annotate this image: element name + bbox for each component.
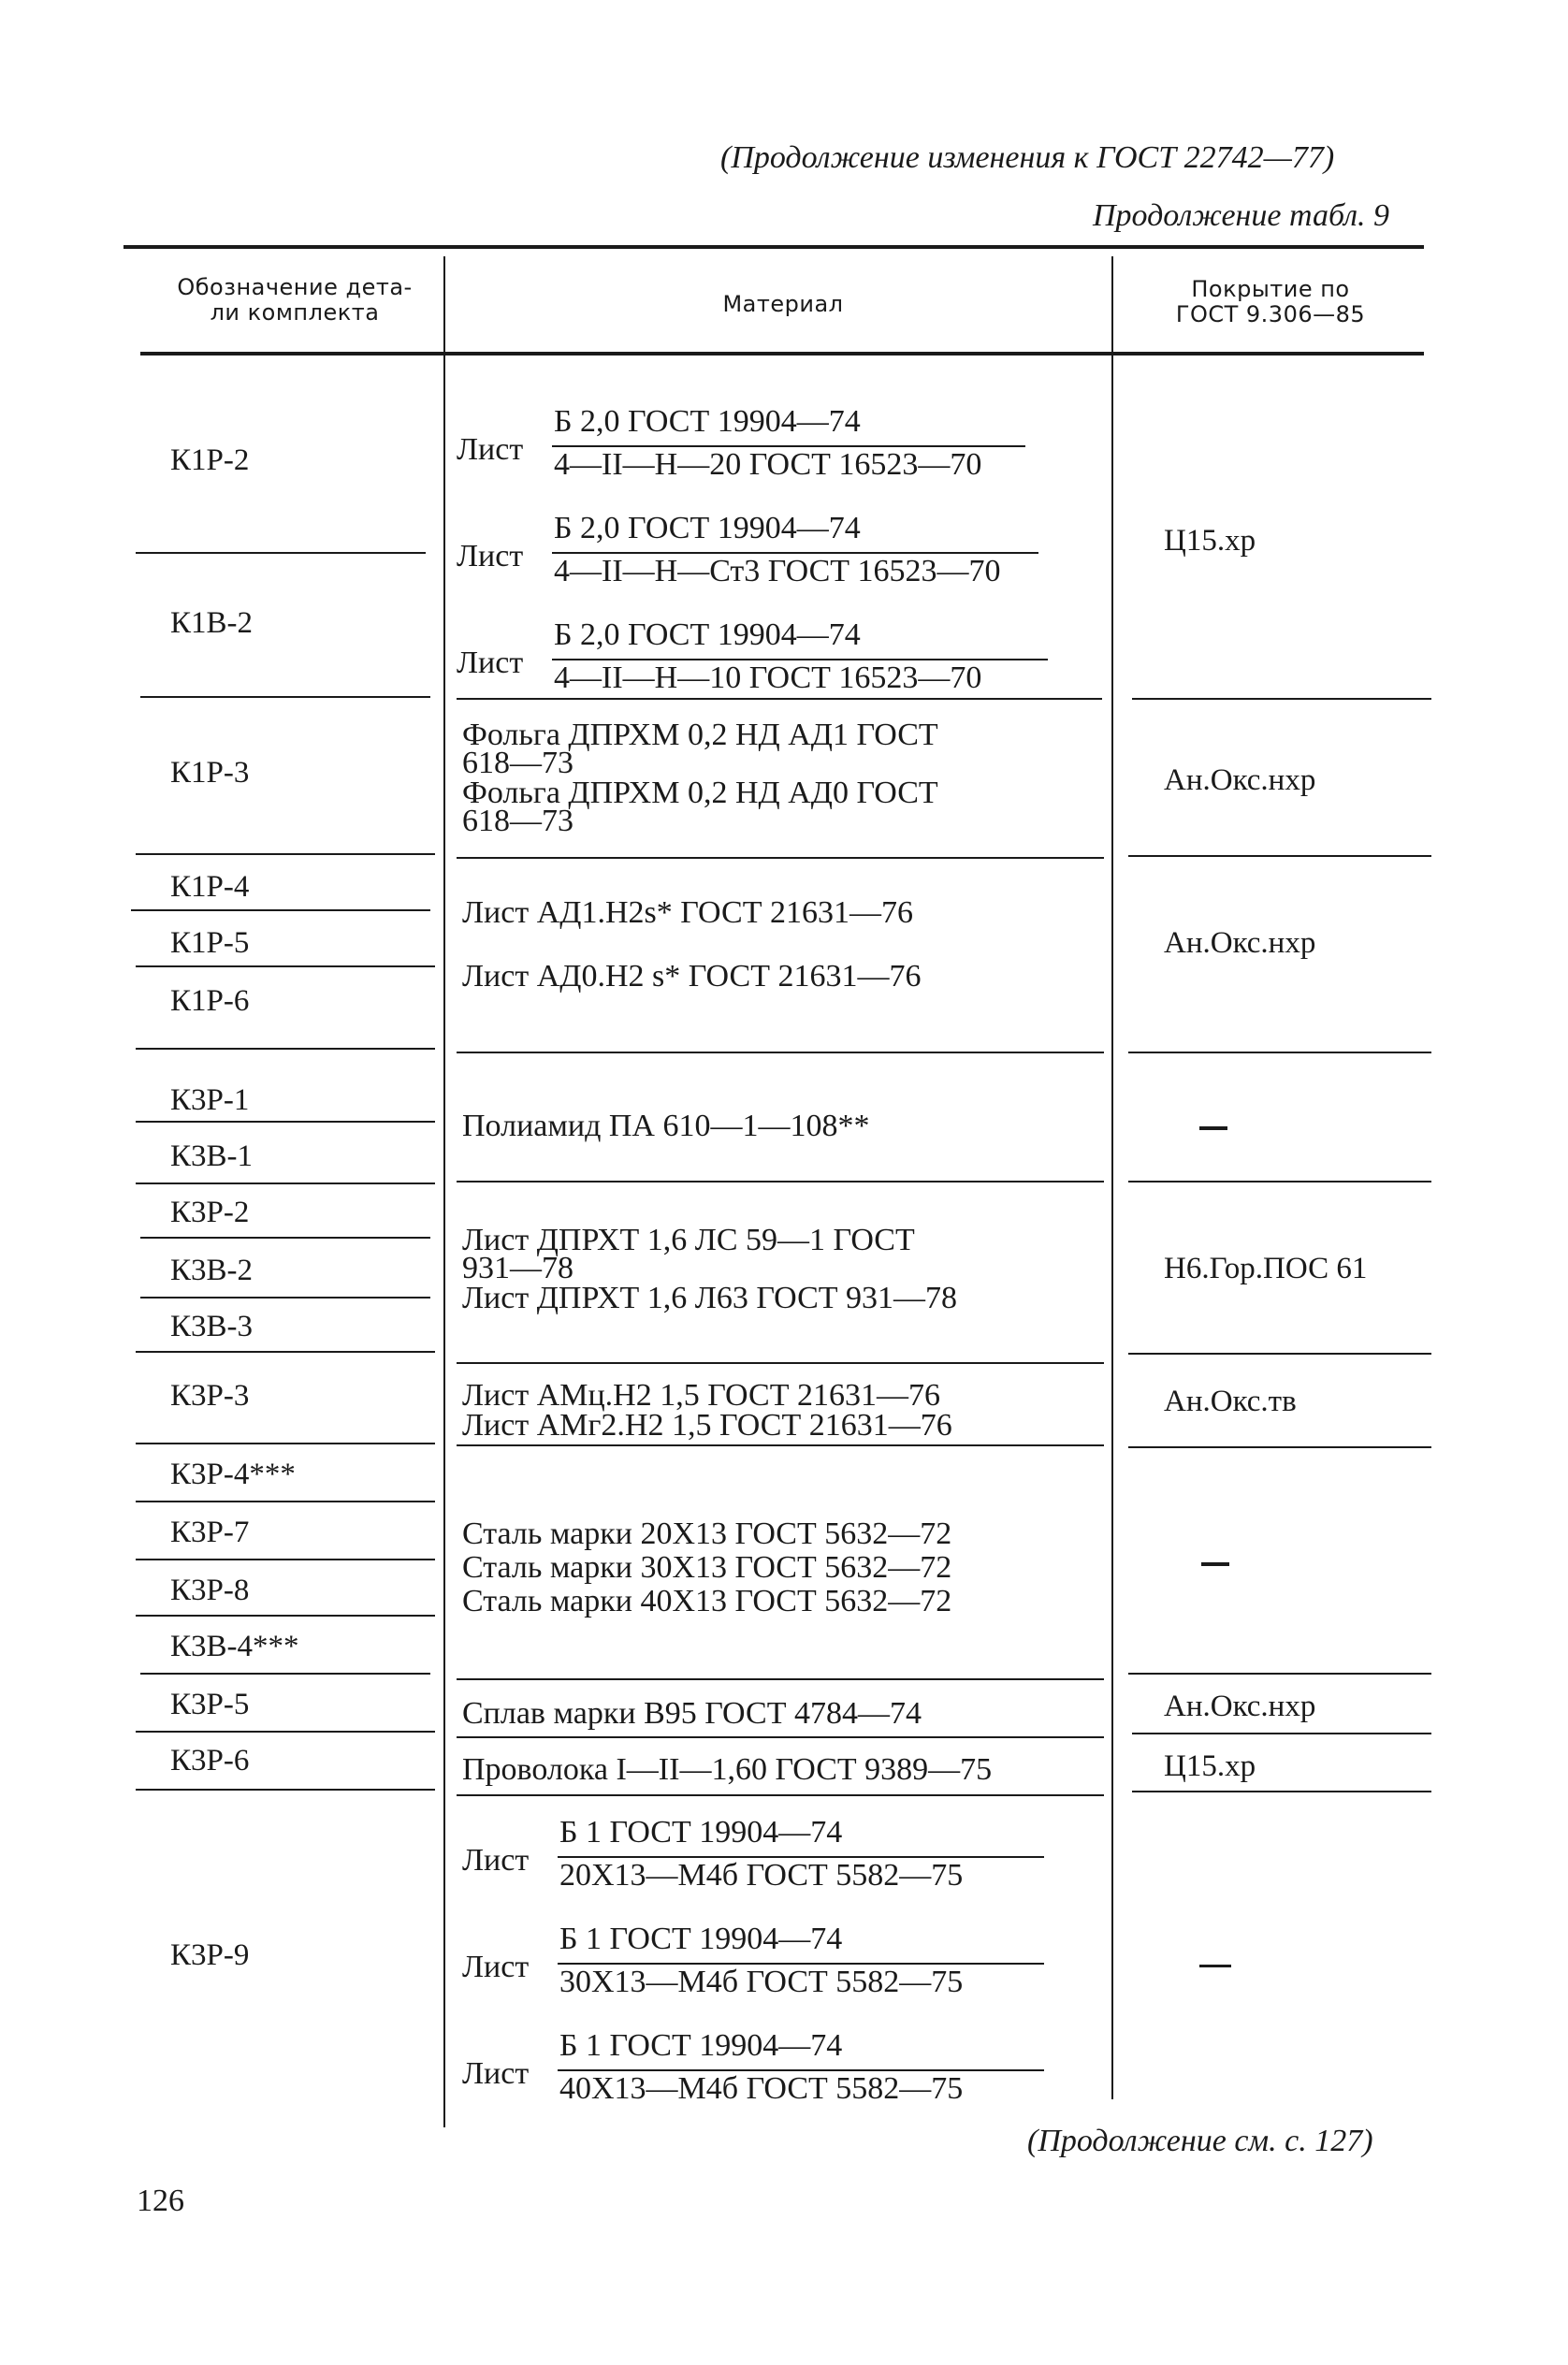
- code-k3r2: К3Р-2: [170, 1196, 250, 1229]
- material-sheet-ad1: Лист АД1.Н2s* ГОСТ 21631—76: [462, 895, 913, 930]
- code-rule: [136, 1559, 435, 1560]
- column-header-designation-line2: ли комплекта: [210, 299, 380, 326]
- code-k3v4: К3В-4***: [170, 1630, 299, 1663]
- material-rule: [457, 857, 1104, 859]
- fraction-denominator: 4—II—Н—Ст3 ГОСТ 16523—70: [554, 554, 1001, 588]
- material-line: Сталь марки 40Х13 ГОСТ 5632—72: [462, 1584, 952, 1618]
- table-top-rule: [123, 245, 1424, 249]
- code-rule: [136, 1048, 435, 1050]
- code-k3r1: К3Р-1: [170, 1083, 250, 1117]
- code-rule: [136, 853, 435, 855]
- coating-anodic-oxide: Ан.Окс.нхр: [1164, 763, 1316, 797]
- material-line: Сталь марки 20Х13 ГОСТ 5632—72: [462, 1516, 952, 1551]
- fraction-numerator: Б 2,0 ГОСТ 19904—74: [554, 404, 861, 439]
- coating-hard-anodic: Ан.Окс.тв: [1164, 1385, 1297, 1418]
- coating-zinc-chromate: Ц15.хр: [1164, 524, 1256, 558]
- material-alloy: Сплав марки В95 ГОСТ 4784—74: [462, 1696, 922, 1731]
- code-k3r5: К3Р-5: [170, 1688, 250, 1721]
- material-line: 618—73: [462, 746, 573, 780]
- coating-rule: [1128, 1052, 1431, 1053]
- code-k3r4: К3Р-4***: [170, 1458, 296, 1491]
- coating-rule: [1132, 1733, 1431, 1734]
- fraction-denominator: 40Х13—М4б ГОСТ 5582—75: [559, 2071, 964, 2106]
- column-header-material: Материал: [722, 291, 844, 317]
- table-continuation-title: Продолжение табл. 9: [1093, 198, 1390, 233]
- code-k3r6: К3Р-6: [170, 1744, 250, 1777]
- code-k1r6: К1Р-6: [170, 984, 250, 1018]
- code-rule: [140, 1673, 430, 1675]
- material-line: Фольга ДПРХМ 0,2 НД АД1 ГОСТ: [462, 718, 938, 752]
- column-header-coating: [1121, 277, 1420, 327]
- sheet-word: Лист: [462, 1843, 530, 1878]
- code-rule: [140, 1237, 430, 1239]
- material-foil: [462, 718, 938, 838]
- material-line: Лист ДПРХТ 1,6 ЛС 59—1 ГОСТ: [462, 1223, 915, 1257]
- fraction-numerator: Б 1 ГОСТ 19904—74: [559, 2028, 843, 2063]
- column-header-designation-line1: Обозначение дета-: [177, 274, 413, 300]
- page-number: 126: [137, 2184, 184, 2218]
- code-rule: [136, 1182, 435, 1184]
- code-k1r4: К1Р-4: [170, 870, 250, 904]
- material-dprkht: [462, 1224, 957, 1315]
- sheet-word: Лист: [457, 646, 524, 680]
- coating-rule: [1132, 698, 1431, 700]
- fraction-numerator: Б 1 ГОСТ 19904—74: [559, 1922, 843, 1956]
- coating-rule: [1128, 1181, 1431, 1182]
- fraction-denominator: 20Х13—М4б ГОСТ 5582—75: [559, 1858, 964, 1893]
- material-rule: [457, 698, 1102, 700]
- coating-rule: [1128, 1353, 1431, 1355]
- material-line: 931—78: [462, 1251, 573, 1285]
- column-header-coating-line2: ГОСТ 9.306—85: [1175, 301, 1366, 327]
- material-rule: [457, 1052, 1104, 1053]
- code-rule: [136, 1501, 435, 1502]
- coating-anodic-oxide: Ан.Окс.нхр: [1164, 926, 1316, 960]
- code-k3r8: К3Р-8: [170, 1574, 250, 1607]
- material-line: Лист ДПРХТ 1,6 Л63 ГОСТ 931—78: [462, 1281, 958, 1315]
- coating-rule: [1132, 1791, 1431, 1792]
- column-header-designation: [140, 275, 449, 326]
- code-k1r3: К1Р-3: [170, 756, 250, 790]
- sheet-word: Лист: [457, 539, 524, 573]
- coating-none-dash: [1199, 1126, 1227, 1130]
- column-header-coating-line1: Покрытие по: [1191, 276, 1350, 302]
- coating-nickel-tin: Н6.Гор.ПОС 61: [1164, 1252, 1368, 1285]
- coating-zinc-chromate: Ц15.хр: [1164, 1749, 1256, 1783]
- code-k3v1: К3В-1: [170, 1139, 254, 1173]
- material-line: 618—73: [462, 804, 573, 838]
- material-rule: [457, 1794, 1104, 1796]
- code-k3v3: К3В-3: [170, 1310, 254, 1343]
- coating-rule: [1128, 1446, 1431, 1448]
- code-rule: [136, 552, 426, 554]
- code-rule: [136, 1443, 435, 1444]
- code-k1v2: К1В-2: [170, 606, 254, 640]
- material-wire: Проволока I—II—1,60 ГОСТ 9389—75: [462, 1752, 993, 1787]
- fraction-denominator: 4—II—Н—20 ГОСТ 16523—70: [554, 447, 982, 482]
- code-k3r3: К3Р-3: [170, 1379, 250, 1413]
- code-rule: [136, 1789, 435, 1791]
- code-k1r5: К1Р-5: [170, 926, 250, 960]
- coating-none-dash: [1201, 1562, 1229, 1566]
- material-rule: [457, 1181, 1104, 1182]
- coating-rule: [1128, 1673, 1431, 1675]
- material-rule: [457, 1678, 1104, 1680]
- code-k3r9: К3Р-9: [170, 1938, 250, 1972]
- material-amts: [462, 1379, 952, 1443]
- coating-anodic-oxide: Ан.Окс.нхр: [1164, 1690, 1316, 1723]
- fraction-numerator: Б 2,0 ГОСТ 19904—74: [554, 511, 861, 545]
- sheet-word: Лист: [457, 432, 524, 467]
- header-bottom-rule: [140, 352, 1424, 355]
- code-rule: [140, 1297, 430, 1299]
- code-rule: [136, 1351, 435, 1353]
- continued-on-next-page: (Продолжение см. с. 127): [1027, 2124, 1373, 2158]
- code-rule: [136, 1121, 435, 1123]
- material-line: Лист АМц.Н2 1,5 ГОСТ 21631—76: [462, 1378, 940, 1413]
- code-rule: [136, 965, 435, 967]
- coating-rule: [1128, 855, 1431, 857]
- material-sheet-ad0: Лист АД0.Н2 s* ГОСТ 21631—76: [462, 959, 922, 994]
- code-rule: [131, 909, 430, 911]
- fraction-denominator: 30Х13—М4б ГОСТ 5582—75: [559, 1965, 964, 1999]
- code-rule: [136, 1615, 435, 1617]
- fraction-denominator: 4—II—Н—10 ГОСТ 16523—70: [554, 660, 982, 695]
- code-k3r7: К3Р-7: [170, 1516, 250, 1549]
- fraction-numerator: Б 1 ГОСТ 19904—74: [559, 1815, 843, 1850]
- code-k3v2: К3В-2: [170, 1254, 254, 1287]
- fraction-numerator: Б 2,0 ГОСТ 19904—74: [554, 617, 861, 652]
- code-k1r2: К1Р-2: [170, 443, 250, 477]
- material-rule: [457, 1736, 1104, 1738]
- code-rule: [140, 696, 430, 698]
- material-rule: [457, 1444, 1104, 1446]
- material-line: Фольга ДПРХМ 0,2 НД АД0 ГОСТ: [462, 776, 938, 810]
- material-steel: [462, 1517, 951, 1618]
- sheet-word: Лист: [462, 2056, 530, 2091]
- material-rule: [457, 1362, 1104, 1364]
- material-line: Лист АМг2.Н2 1,5 ГОСТ 21631—76: [462, 1408, 952, 1443]
- code-rule: [136, 1731, 435, 1733]
- coating-none-dash: [1199, 1965, 1231, 1967]
- material-polyamide: Полиамид ПА 610—1—108**: [462, 1109, 870, 1143]
- sheet-word: Лист: [462, 1950, 530, 1984]
- material-line: Сталь марки 30Х13 ГОСТ 5632—72: [462, 1550, 952, 1585]
- amendment-continuation-title: (Продолжение изменения к ГОСТ 22742—77): [720, 140, 1335, 175]
- column-separator-right: [1111, 256, 1113, 2099]
- column-separator-left: [443, 256, 445, 2127]
